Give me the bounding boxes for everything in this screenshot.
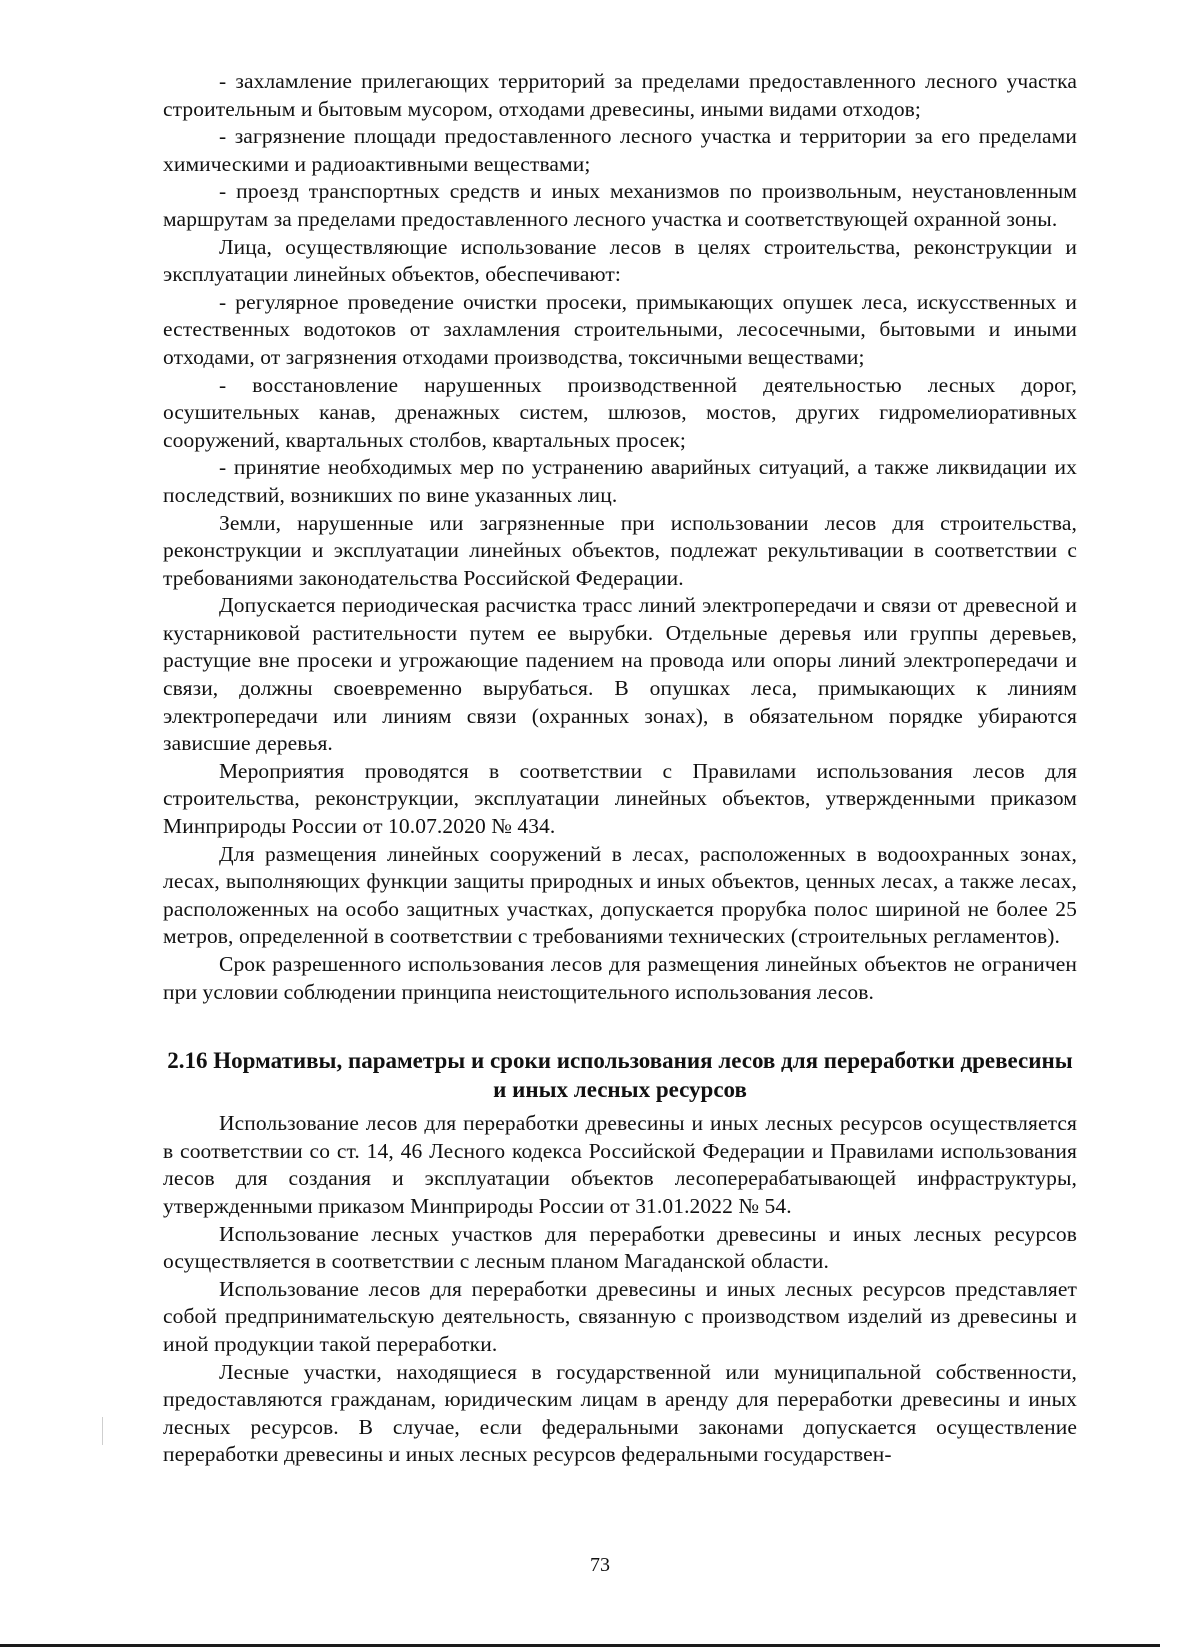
section-heading: 2.16 Нормативы, параметры и сроки использования лесов для переработки древесины и иных лесных ресурсов <box>167 1048 1073 1103</box>
paragraph: - принятие необходимых мер по устранению аварийных ситуаций, а также ликвидации их последствий, возникших по вине указанных лиц. <box>163 455 1077 507</box>
scan-artifact <box>102 1417 103 1445</box>
paragraph: - регулярное проведение очистки просеки, примыкающих опушек леса, искусственных и естественных водотоков от захламления строительными, лесосечными, бытовыми и иными отходами, от загрязнения отходами производства, токсичными веществами; <box>163 289 1077 369</box>
paragraph: Использование лесов для переработки древесины и иных лесных ресурсов осуществляется в соответствии со ст. 14, 46 Лесного кодекса Российской Федерации и Правилами использования лесов для создания и эксплуатации объектов лесоперерабатывающей инфраструктуры, утвержденными приказом Минприроды России от 31.01.2022 № 54. <box>163 1111 1077 1218</box>
page-body <box>163 68 1077 1469</box>
paragraph: Лица, осуществляющие использование лесов в целях строительства, реконструкции и эксплуатации линейных объектов, обеспечивают: <box>163 234 1077 287</box>
page-number: 73 <box>590 1554 610 1576</box>
scan-bottom-edge <box>0 1644 1160 1647</box>
paragraph: - восстановление нарушенных производственной деятельностью лесных дорог, осушительных канав, дренажных систем, шлюзов, мостов, других гидромелиоративных сооружений, квартальных столбов, квартальных просек; <box>163 372 1077 452</box>
paragraph: Мероприятия проводятся в соответствии с Правилами использования лесов для строительства, реконструкции, эксплуатации линейных объектов, утвержденными приказом Минприроды России от 10.07.2020 № 434. <box>163 758 1077 839</box>
paragraph: Земли, нарушенные или загрязненные при использовании лесов для строительства, реконструкции и эксплуатации линейных объектов, подлежат рекультивации в соответствии с требованиями законодательства Российской Федерации. <box>163 510 1077 590</box>
paragraph: Для размещения линейных сооружений в лесах, расположенных в водоохранных зонах, лесах, выполняющих функции защиты природных и иных объектов, ценных лесах, а также лесах, расположенных на особо защитных участках, допускается прорубка полос шириной не более 25 метров, определенной в соответствии с требованиями технических (строительных регламентов). <box>163 841 1077 949</box>
paragraph: Использование лесных участков для переработки древесины и иных лесных ресурсов осуществляется в соответствии с лесным планом Магаданской области. <box>163 1221 1077 1274</box>
paragraph: - захламление прилегающих территорий за пределами предоставленного лесного участка строительным и бытовым мусором, отходами древесины, иными видами отходов; <box>163 69 1077 121</box>
paragraph: Использование лесов для переработки древесины и иных лесных ресурсов представляет собой предпринимательскую деятельность, связанную с производством изделий из древесины и иной продукции такой переработки. <box>163 1276 1077 1356</box>
paragraph: Срок разрешенного использования лесов для размещения линейных объектов не ограничен при условии соблюдении принципа неистощительного использования лесов. <box>163 952 1077 1004</box>
paragraph: - загрязнение площади предоставленного лесного участка и территории за его пределами химическими и радиоактивными веществами; <box>163 124 1077 176</box>
paragraph: - проезд транспортных средств и иных механизмов по произвольным, неустановленным маршрутам за пределами предоставленного лесного участка и соответствующей охранной зоны. <box>163 179 1077 231</box>
paragraph: Допускается периодическая расчистка трасс линий электропередачи и связи от древесной и кустарниковой растительности путем ее вырубки. Отдельные деревья или группы деревьев, растущие вне просеки и угрожающие падением на провода или опоры линий электропередачи и связи, должны своевременно вырубаться. В опушках леса, примыкающих к линиям электропередачи или линиям связи (охранных зонах), в обязательном порядке убираются зависшие деревья. <box>163 593 1077 756</box>
paragraph: Лесные участки, находящиеся в государственной или муниципальной собственности, предоставляются гражданам, юридическим лицам в аренду для переработки древесины и иных лесных ресурсов. В случае, если федеральными законами допускается осуществление переработки древесины и иных лесных ресурсов федеральными государствен- <box>163 1359 1077 1467</box>
